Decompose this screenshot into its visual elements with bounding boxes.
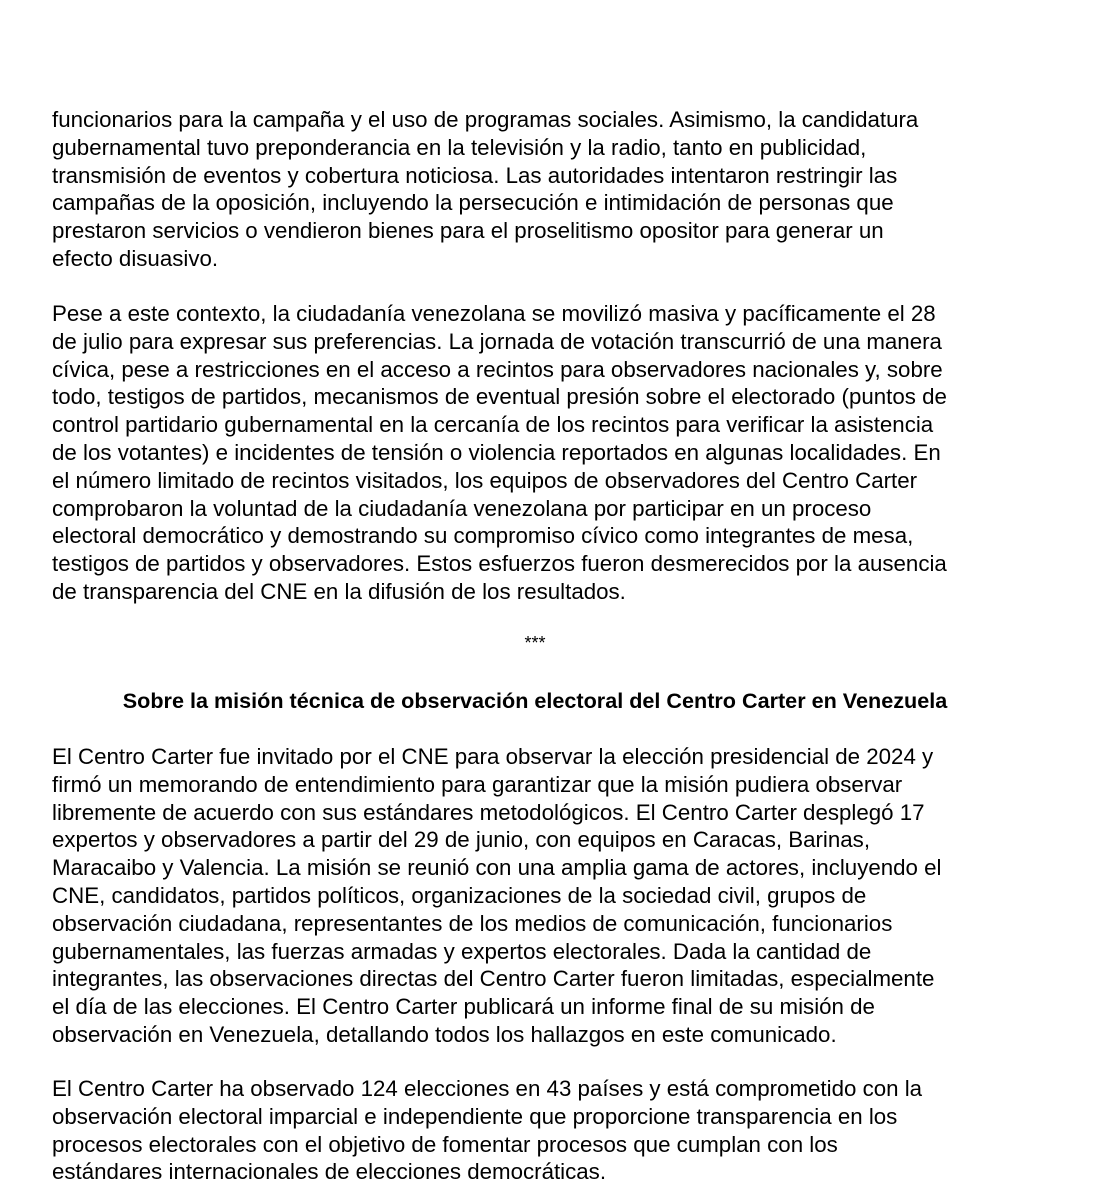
- text-line: El Centro Carter fue invitado por el CNE para observar la elección presidencial de 2024 y: [52, 744, 934, 769]
- text-line: testigos de partidos y observadores. Estos esfuerzos fueron desmerecidos por la ausencia: [52, 551, 947, 577]
- text-line: funcionarios para la campaña y el uso de programas sociales. Asimismo, la candidatura: [52, 107, 919, 132]
- text-line: comprobaron la voluntad de la ciudadanía venezolana por participar en un proceso: [52, 495, 872, 521]
- text-line: integrantes, las observaciones directas del Centro Carter fueron limitadas, especialmente: [52, 966, 935, 992]
- text-line: libremente de acuerdo con sus estándares metodológicos. El Centro Carter desplegó 17: [52, 799, 925, 825]
- paragraph-carter-center-record: [52, 1075, 1052, 1186]
- text-line: El Centro Carter ha observado 124 elecciones en 43 países y está comprometido con la: [52, 1076, 923, 1101]
- text-line: gubernamentales, las fuerzas armadas y expertos electorales. Dada la cantidad de: [52, 938, 872, 964]
- text-line: gubernamental tuvo preponderancia en la televisión y la radio, tanto en publicidad,: [52, 134, 867, 160]
- text-line: Maracaibo y Valencia. La misión se reunió con una amplia gama de actores, incluyendo el: [52, 855, 942, 881]
- paragraph-campaign-conditions: [52, 106, 1052, 273]
- text-line: de julio para expresar sus preferencias. La jornada de votación transcurrió de una manera: [52, 328, 942, 354]
- section-heading: Sobre la misión técnica de observación electoral del Centro Carter en Venezuela: [122, 688, 948, 713]
- text-line: todo, testigos de partidos, mecanismos de eventual presión sobre el electorado (puntos de: [52, 384, 947, 410]
- text-line: expertos y observadores a partir del 29 de junio, con equipos en Caracas, Barinas,: [52, 827, 871, 853]
- section-separator: ***: [524, 633, 546, 653]
- paragraph-mission-description: [52, 743, 1052, 1049]
- text-line: el día de las elecciones. El Centro Carter publicará un informe final de su misión de: [52, 994, 875, 1020]
- text-line: observación electoral imparcial e independiente que proporcione transparencia en los: [52, 1103, 898, 1129]
- text-line: CNE, candidatos, partidos políticos, organizaciones de la sociedad civil, grupos de: [52, 882, 867, 908]
- text-line: procesos electorales con el objetivo de fomentar procesos que cumplan con los: [52, 1131, 838, 1157]
- text-line: de los votantes) e incidentes de tensión o violencia reportados en algunas localidades. En: [52, 439, 941, 465]
- text-line: el número limitado de recintos visitados, los equipos de observadores del Centro Carter: [52, 467, 918, 493]
- text-line: control partidario gubernamental en la cercanía de los recintos para verificar la asistencia: [52, 412, 934, 438]
- text-line: observación en Venezuela, detallando todos los hallazgos en este comunicado.: [52, 1021, 837, 1047]
- paragraph-election-day: [52, 300, 1052, 606]
- text-line: de transparencia del CNE en la difusión de los resultados.: [52, 578, 626, 604]
- text-line: prestaron servicios o vendieron bienes para el proselitismo opositor para generar un: [52, 218, 884, 244]
- text-line: cívica, pese a restricciones en el acceso a recintos para observadores nacionales y, sobre: [52, 356, 943, 382]
- text-line: transmisión de eventos y cobertura noticiosa. Las autoridades intentaron restringir las: [52, 162, 898, 188]
- text-line: observación ciudadana, representantes de los medios de comunicación, funcionarios: [52, 910, 893, 936]
- text-line: campañas de la oposición, incluyendo la persecución e intimidación de personas que: [52, 190, 894, 216]
- text-line: efecto disuasivo.: [52, 245, 219, 271]
- text-line: estándares internacionales de elecciones democráticas.: [52, 1159, 607, 1185]
- text-line: electoral democrático y demostrando su compromiso cívico como integrantes de mesa,: [52, 523, 914, 549]
- text-line: firmó un memorando de entendimiento para garantizar que la misión pudiera observar: [52, 771, 903, 797]
- text-line: Pese a este contexto, la ciudadanía venezolana se movilizó masiva y pacíficamente el 28: [52, 301, 936, 326]
